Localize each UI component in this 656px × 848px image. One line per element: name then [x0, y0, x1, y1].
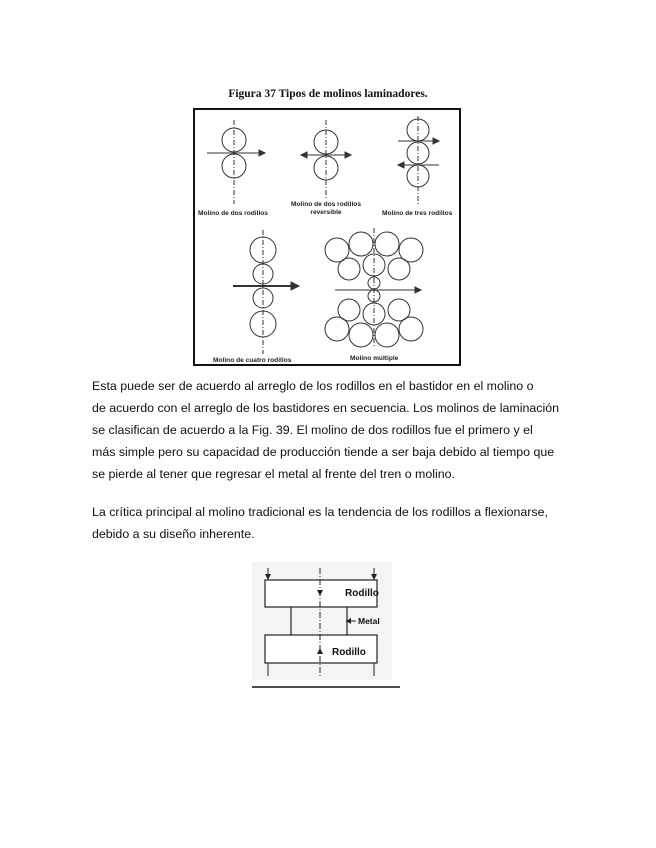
two-high-reversing-label-2: reversible	[310, 209, 342, 216]
top-roll-label: Rodillo	[345, 588, 379, 599]
three-high-label: Molino de tres rodillos	[382, 210, 453, 217]
two-high-reversing-label-1: Molino de dos rodillos	[291, 201, 361, 208]
paragraph-1-line-2: de acuerdo con el arreglo de los bastidores en secuencia. Los molinos de laminación	[92, 401, 559, 415]
paragraph-1-line-1: Esta puede ser de acuerdo al arreglo de los rodillos en el bastidor en el molino o	[92, 379, 534, 393]
paragraph-2-line-2: debido a su diseño inherente.	[92, 527, 255, 541]
two-high-label: Molino de dos rodillos	[198, 210, 268, 217]
figure-37-caption: Figura 37 Tipos de molinos laminadores.	[228, 88, 428, 100]
rolling-mill-types-figure	[193, 108, 461, 366]
metal-label: Metal	[358, 616, 380, 626]
paragraph-1	[92, 375, 570, 485]
paragraph-2-line-1: La crítica principal al molino tradicional es la tendencia de los rodillos a flexionarse,	[92, 505, 548, 519]
cluster-label: Molino múltiple	[350, 355, 399, 362]
four-high-label: Molino de cuatro rodillos	[213, 357, 292, 364]
roll-deflection-figure	[250, 560, 402, 692]
paragraph-1-line-4: más simple pero su capacidad de producción tiende a ser baja debido al tiempo que	[92, 445, 555, 459]
paragraph-2	[92, 501, 570, 545]
paragraph-1-line-3: se clasifican de acuerdo a la Fig. 39. El molino de dos rodillos fue el primero y el	[92, 423, 533, 437]
paragraph-1-line-5: se pierde al tener que regresar el metal al frente del tren o molino.	[92, 467, 455, 481]
bottom-roll-label: Rodillo	[332, 647, 366, 658]
